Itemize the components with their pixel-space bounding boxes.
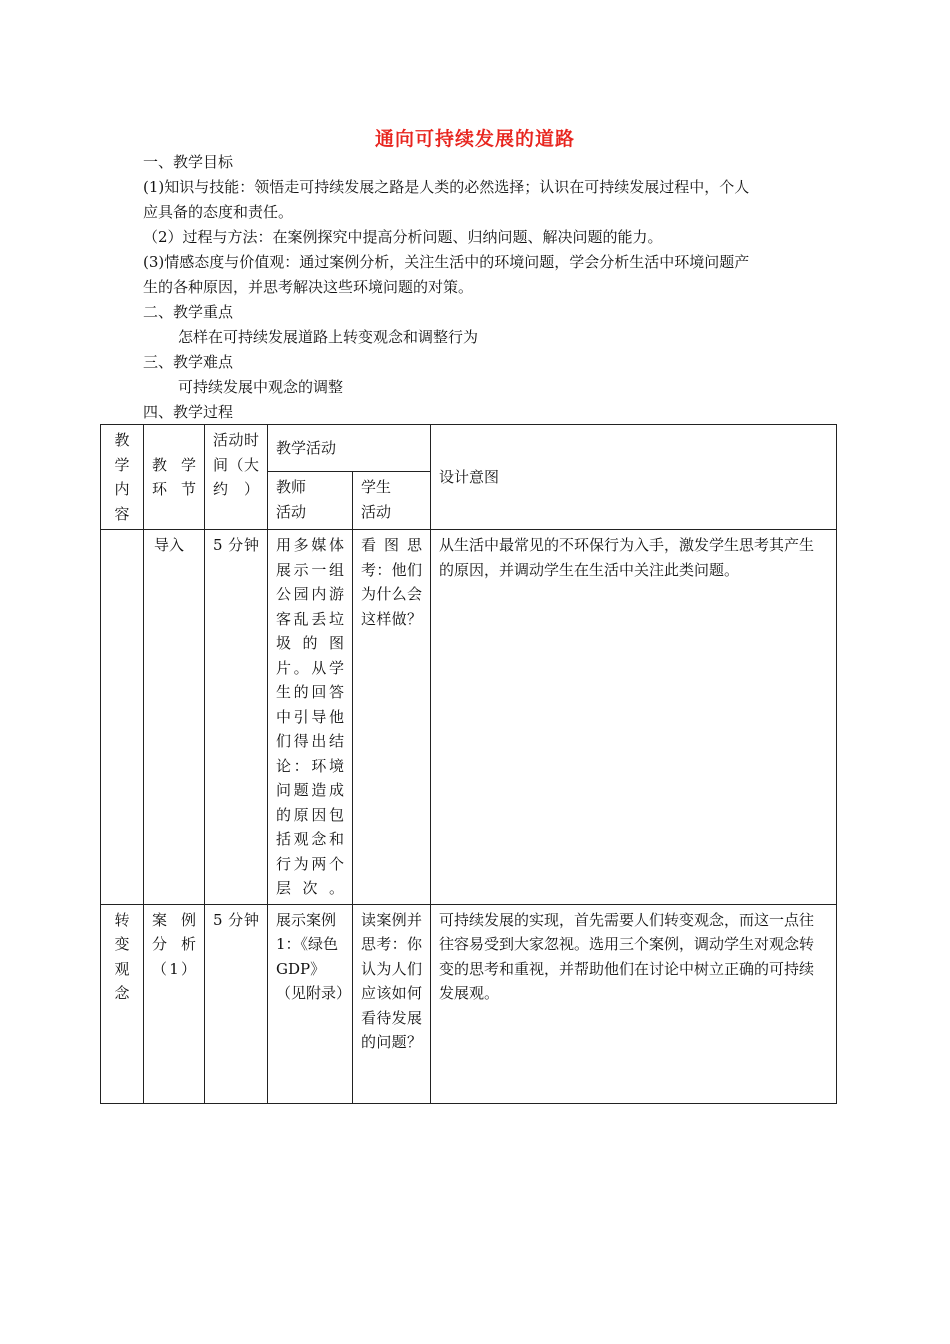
header-content-cell [101,425,144,530]
header-activities-cell [268,425,431,472]
row-2-intent: 可持续发展的实现，首先需要人们转变观念，而这一点往往容易受到大家忽视。选用三个案例，调动学生对观念转变的思考和重视，并帮助他们在讨论中树立正确的可持续发展观。 [439,910,815,1002]
row-1-segment: 导入 [154,536,185,554]
header-teacher-cell [268,472,353,530]
process-heading: 四、教学过程 [143,403,234,421]
difficulty-heading: 三、教学难点 [143,353,234,371]
goal-3-line-1: (3)情感态度与价值观：通过案例分析，关注生活中的环境问题，学会分析生活中环境问题产 [143,253,750,271]
row-1-time: 5 分钟 [213,536,259,554]
document-title: 通向可持续发展的道路 [374,128,575,150]
row-2-time: 5 分钟 [213,910,259,929]
row-2-teacher: 展示案例1：《绿色GDP》（见附录） [276,910,352,1002]
row-2-content: 转变观念 [114,910,130,1002]
goal-2: （2）过程与方法：在案例探究中提高分析问题、归纳问题、解决问题的能力。 [143,228,663,246]
table-row [101,530,837,905]
row-2-teacher-cell [268,904,353,1103]
row-2-segment: 案例分析（1） [152,910,196,978]
difficulty-text: 可持续发展中观念的调整 [178,378,344,396]
goal-1-line-2: 应具备的态度和责任。 [143,203,294,221]
key-points-text: 怎样在可持续发展道路上转变观念和调整行为 [178,328,479,346]
row-2-content-cell [101,904,144,1103]
row-1-intent: 从生活中最常见的不环保行为入手，激发学生思考其产生的原因，并调动学生在生活中关注此类问题。 [439,536,815,579]
row-2-segment-cell [144,904,205,1103]
row-1-student-cell [353,530,431,905]
goal-3-line-2: 生的各种原因，并思考解决这些环境问题的对策。 [143,278,474,296]
teaching-process-table [100,424,837,1104]
row-1-teacher: 用多媒体展示一组公园内游客乱丢垃圾的图片。从学生的回答中引导他们得出结论：环境问题造成的原因包括观念和行为两个层次。 [276,536,344,897]
row-2-student-cell [353,904,431,1103]
header-student: 学生活动 [361,478,392,521]
row-1-teacher-cell [268,530,353,905]
row-1-time-cell [205,530,268,905]
header-activities: 教学活动 [276,438,337,457]
row-2-time-cell [205,904,268,1103]
goals-heading: 一、教学目标 [143,153,234,171]
header-intent-cell [431,425,837,530]
goal-1-line-1: (1)知识与技能：领悟走可持续发展之路是人类的必然选择；认识在可持续发展过程中，个人 [143,178,750,196]
header-segment-cell [144,425,205,530]
table-row [101,904,837,1103]
header-teacher: 教师活动 [276,478,307,521]
header-segment: 教学环节 [152,455,196,498]
header-student-cell [353,472,431,530]
header-time: 活动时间（大约） [213,431,259,498]
row-1-content-cell [101,530,144,905]
row-1-student: 看图思考：他们为什么会这样做？ [361,536,423,628]
row-1-intent-cell [431,530,837,905]
row-2-student: 读案例并思考：你认为人们应该如何看待发展的问题？ [361,910,423,1051]
row-2-intent-cell [431,904,837,1103]
table-header-row [101,425,837,472]
key-points-heading: 二、教学重点 [143,303,234,321]
header-content: 教学内容 [114,431,130,523]
row-1-segment-cell [144,530,205,905]
header-time-cell [205,425,268,530]
header-intent: 设计意图 [439,467,500,486]
